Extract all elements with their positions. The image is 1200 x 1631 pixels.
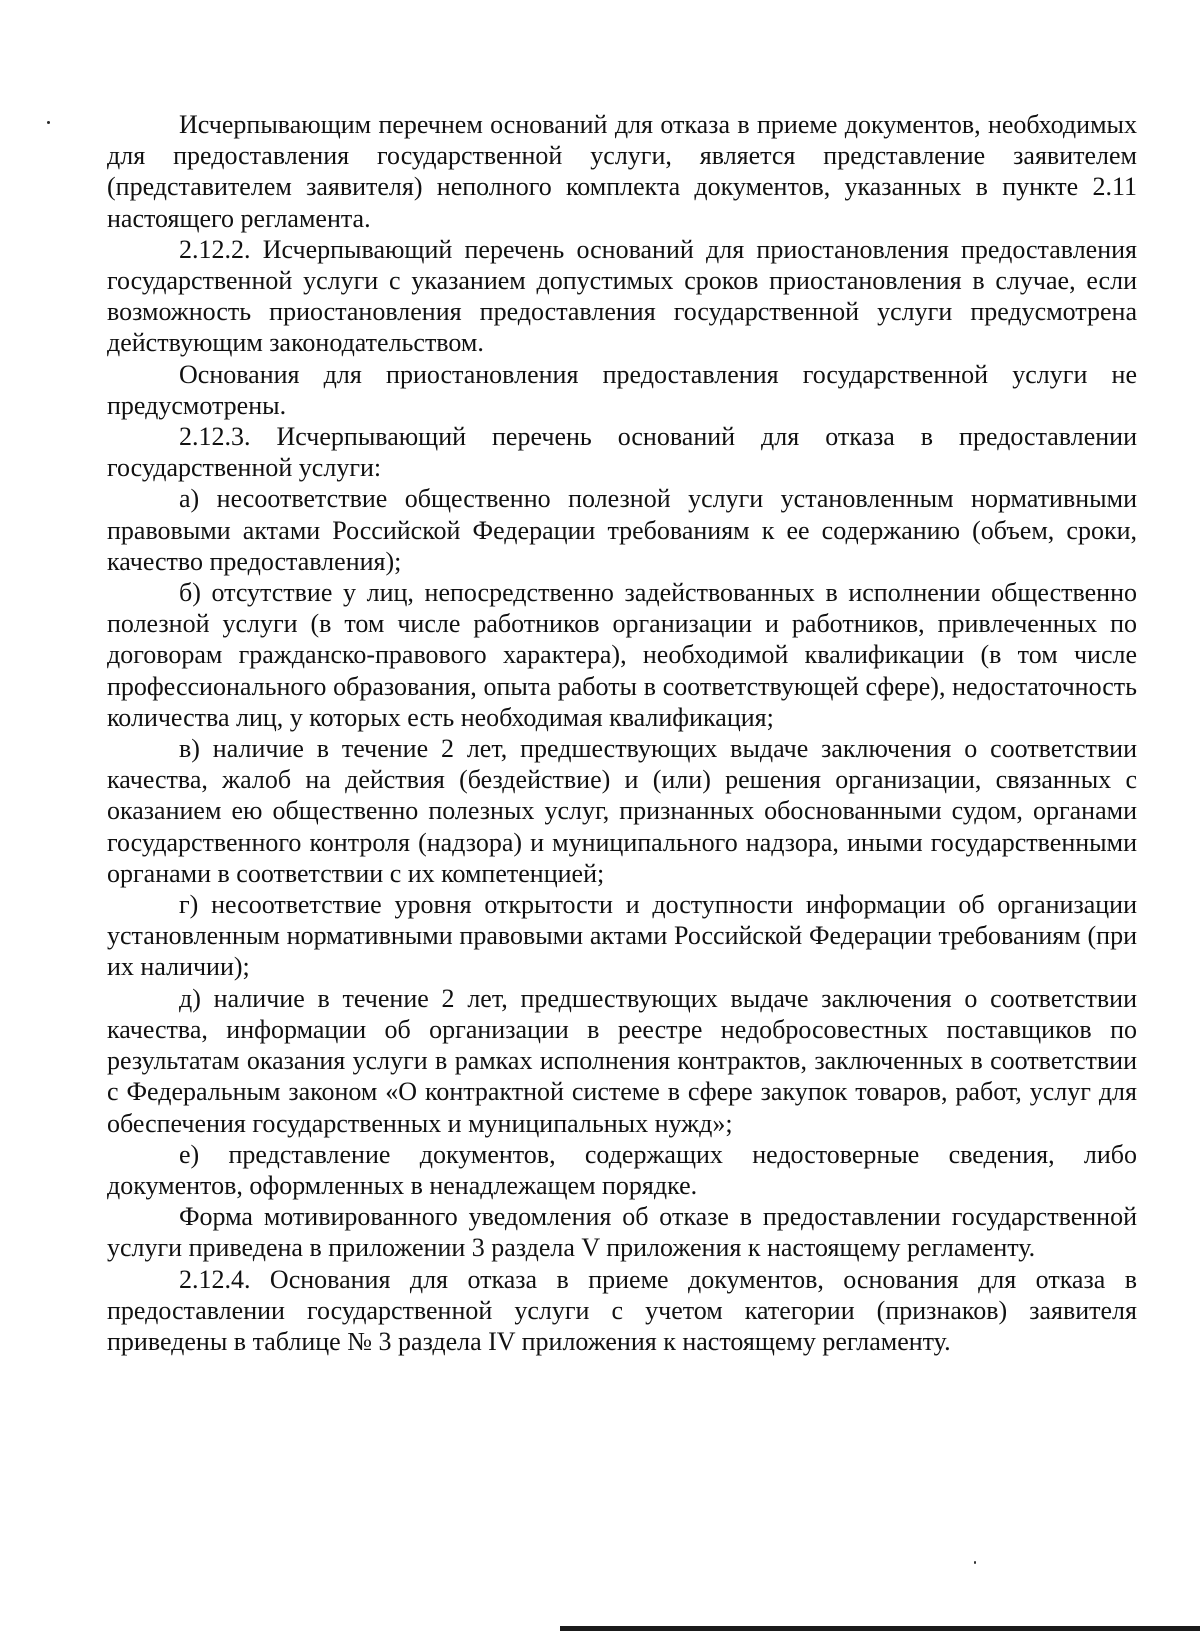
document-body: [107, 109, 1137, 1357]
paragraph-2-12-4: 2.12.4. Основания для отказа в приеме документов, основания для отказа в предоставлении государственной услуги с учетом категории (признаков) заявителя приведены в таблице № 3 раздела IV приложения к настоящему регламенту.: [107, 1264, 1137, 1356]
paragraph-refusal-list: Исчерпывающим перечнем оснований для отказа в приеме документов, необходимых для предоставления государственной услуги, является представление заявителем (представителем заявителя) неполного комплекта документов, указанных в пункте 2.11 настоящего регламента.: [107, 110, 1137, 233]
paragraph-notification-form: Форма мотивированного уведомления об отказе в предоставлении государственной услуги приведена в приложении 3 раздела V приложения к настоящему регламенту.: [107, 1202, 1137, 1263]
list-item-b: б) отсутствие у лиц, непосредственно задействованных в исполнении общественно полезной услуги (в том числе работников организации и работников, привлеченных по договорам гражданско-правового характера), необходимой квалификации (в том числе профессионального образования, опыта работы в соответствующей сфере), недостаточность количества лиц, у которых есть необходимая квалификация;: [107, 578, 1137, 732]
scan-speck: [47, 121, 50, 124]
paragraph-2-12-3: 2.12.3. Исчерпывающий перечень оснований для отказа в предоставлении государственной услуги:: [107, 422, 1137, 483]
list-item-a: а) несоответствие общественно полезной услуги установленным нормативными правовыми актами Российской Федерации требованиям к ее содержанию (объем, сроки, качество предоставления);: [107, 484, 1137, 576]
list-item-g: г) несоответствие уровня открытости и доступности информации об организации установленным нормативными правовыми актами Российской Федерации требованиям (при их наличии);: [107, 890, 1137, 982]
scan-edge: [560, 1626, 1200, 1631]
paragraph-suspension-grounds: Основания для приостановления предоставления государственной услуги не предусмотрены.: [107, 359, 1137, 420]
paragraph-2-12-2: 2.12.2. Исчерпывающий перечень оснований для приостановления предоставления государственной услуги с указанием допустимых сроков приостановления в случае, если возможность приостановления предоставления государственной услуги предусмотрена действующим законодательством.: [107, 234, 1137, 358]
list-item-e: е) представление документов, содержащих недостоверные сведения, либо документов, оформленных в ненадлежащем порядке.: [107, 1139, 1137, 1200]
list-item-d: д) наличие в течение 2 лет, предшествующих выдаче заключения о соответствии качества, информации об организации в реестре недобросовестных поставщиков по результатам оказания услуги в рамках исполнения контрактов, заключенных в соответствии с Федеральным законом «О контрактной системе в сфере закупок товаров, работ, услуг для обеспечения государственных и муниципальных нужд»;: [107, 983, 1137, 1138]
scan-speck: [974, 1561, 976, 1564]
list-item-v: в) наличие в течение 2 лет, предшествующих выдаче заключения о соответствии качества, жалоб на действия (бездействие) и (или) решения организации, связанных с оказанием ею общественно полезных услуг, признанных обоснованными судом, органами государственного контроля (надзора) и муниципального надзора, иными государственными органами в соответствии с их компетенцией;: [107, 734, 1137, 888]
